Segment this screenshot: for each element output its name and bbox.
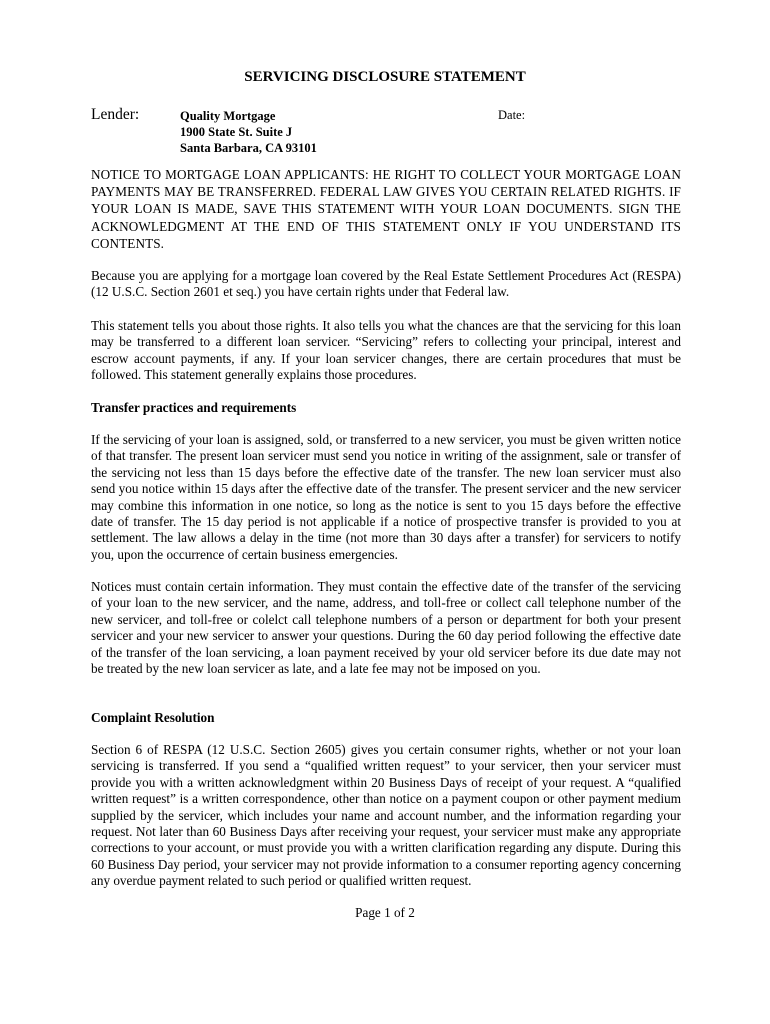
lender-address-line-2: Santa Barbara, CA 93101 bbox=[180, 141, 317, 155]
lender-address-line-1: 1900 State St. Suite J bbox=[180, 125, 293, 139]
lender-label: Lender: bbox=[91, 106, 140, 123]
notices-paragraph: Notices must contain certain information. They must contain the effective date of the transfer of the servicing of your loan to the new servicer, and the name, address, and toll-free or collect call telephone number of the new servicer, and toll-free or colelct call telephone numbers of a person or department for both your present servicer and your new servicer to answer your questions. During the 60 day period following the effective date of the transfer of the loan servicing, a loan payment received by your old servicer before its due date may not be treated by the new loan servicer as late, and a late fee may not be imposed on you. bbox=[91, 579, 681, 677]
transfer-paragraph: If the servicing of your loan is assigned, sold, or transferred to a new servicer, you must be given written notice of that transfer. The present loan servicer must send you notice in writing of the assignment, sale or transfer of the servicing not less than 15 days before the effective date of the transfer. The new loan servicer must also send you notice within 15 days after the effective date of the transfer. The present servicer and the new servicer may combine this information in one notice, so long as the notice is sent to you 15 days before the effective date of transfer. The 15 day period is not applicable if a notice of prospective transfer is provided to you at settlement. The law allows a delay in the time (not more than 30 days after a transfer) for servicers to notify you, upon the occurrence of certain business emergencies. bbox=[91, 432, 681, 562]
rights-paragraph: This statement tells you about those rights. It also tells you what the chances are that the servicing for this loan may be transferred to a different loan servicer. “Servicing” refers to collecting your principal, interest and escrow account payments, if any. If your loan servicer changes, there are certain procedures that must be followed. This statement generally explains those procedures. bbox=[91, 318, 681, 383]
page-number: Page 1 of 2 bbox=[355, 905, 415, 920]
date-label: Date: bbox=[498, 108, 526, 122]
transfer-heading: Transfer practices and requirements bbox=[91, 400, 297, 415]
lender-address-block bbox=[180, 108, 317, 156]
notice-paragraph: NOTICE TO MORTGAGE LOAN APPLICANTS: HE RIGHT TO COLLECT YOUR MORTGAGE LOAN PAYMENTS MAY BE TRANSFERRED. FEDERAL LAW GIVES YOU CERTAIN RELATED RIGHTS. IF YOUR LOAN IS MADE, SAVE THIS STATEMENT WITH YOUR LOAN DOCUMENTS. SIGN THE ACKNOWLEDGMENT AT THE END OF THIS STATEMENT ONLY IF YOU UNDERSTAND ITS CONTENTS. bbox=[91, 167, 681, 251]
complaint-paragraph: Section 6 of RESPA (12 U.S.C. Section 2605) gives you certain consumer rights, whether or not your loan servicing is transferred. If you send a “qualified written request” to your servicer, then your servicer must provide you with a written acknowledgment within 20 Business Days of receipt of your request. A “qualified written request” is a written correspondence, other than notice on a payment coupon or other payment medium supplied by the servicer, which includes your name and account number, and the information regarding your request. Not later than 60 Business Days after receiving your request, your servicer must make any appropriate corrections to your account, or must provide you with a written clarification regarding any dispute. During this 60 Business Day period, your servicer may not provide information to a consumer reporting agency concerning any overdue payment related to such period or qualified written request. bbox=[91, 742, 681, 889]
document-title: SERVICING DISCLOSURE STATEMENT bbox=[244, 69, 526, 85]
complaint-heading: Complaint Resolution bbox=[91, 710, 215, 725]
lender-name: Quality Mortgage bbox=[180, 109, 276, 123]
respa-paragraph: Because you are applying for a mortgage loan covered by the Real Estate Settlement Procedures Act (RESPA) (12 U.S.C. Section 2601 et seq.) you have certain rights under that Federal law. bbox=[91, 268, 681, 300]
